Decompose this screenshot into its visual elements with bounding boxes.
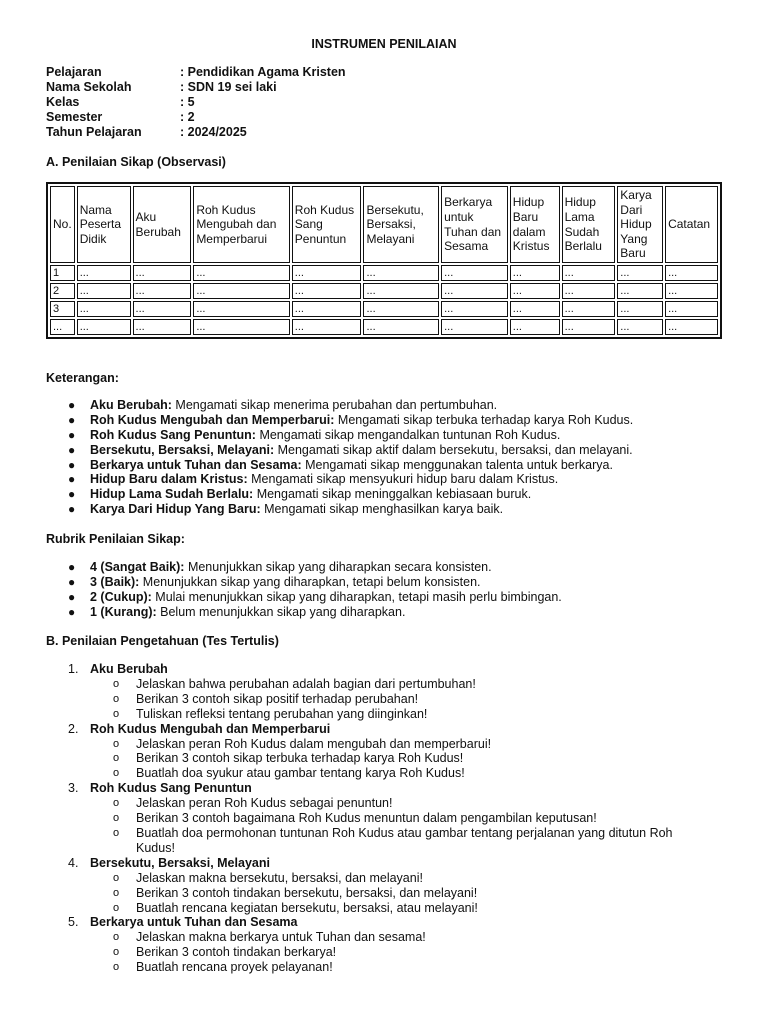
table-row	[50, 319, 718, 335]
table-cell: ...	[510, 319, 560, 335]
bullet-icon: ●	[68, 487, 76, 502]
list-item-term: Karya Dari Hidup Yang Baru:	[90, 502, 261, 517]
list-item-desc: Mengamati sikap menerima perubahan dan pertumbuhan.	[171, 398, 498, 412]
table-cell: ...	[292, 319, 362, 335]
list-item-term: Berkarya untuk Tuhan dan Sesama:	[90, 457, 302, 472]
question-subitem	[90, 737, 696, 752]
bullet-icon: ●	[68, 442, 76, 457]
list-item-desc: Menunjukkan sikap yang diharapkan secara konsisten.	[184, 560, 492, 574]
list-item	[46, 398, 633, 413]
list-item-desc: Mengamati sikap meninggalkan kebiasaan buruk.	[253, 487, 532, 502]
question-subitem	[90, 677, 696, 692]
table-cell: ...	[193, 301, 289, 317]
table-cell: ...	[133, 265, 192, 281]
circle-bullet-icon: o	[113, 797, 120, 810]
meta-key: Nama Sekolah	[46, 80, 132, 94]
document-meta	[46, 65, 346, 140]
bullet-icon: ●	[68, 412, 76, 427]
list-item	[46, 605, 562, 620]
bullet-icon: ●	[68, 560, 76, 574]
table-row	[50, 265, 718, 281]
question-item	[46, 781, 696, 856]
question-subitem-text: Tuliskan refleksi tentang perubahan yang diinginkan!	[136, 706, 428, 721]
table-cell: ...	[363, 283, 439, 299]
table-cell: ...	[77, 301, 131, 317]
table-cell: ...	[133, 301, 192, 317]
list-item-desc: Mengamati sikap terbuka terhadap karya Roh Kudus.	[334, 412, 634, 427]
header-cell: Bersekutu, Bersaksi, Melayani	[363, 186, 439, 263]
meta-row	[46, 110, 346, 125]
question-heading: Aku Berubah	[90, 662, 168, 676]
table-cell: ...	[77, 319, 131, 335]
list-item-term: Roh Kudus Mengubah dan Memperbarui:	[90, 412, 335, 427]
header-cell: Karya Dari Hidup Yang Baru	[617, 186, 663, 263]
table-cell: ...	[292, 283, 362, 299]
list-item	[46, 560, 562, 575]
table-cell: ...	[133, 319, 192, 335]
table-cell: ...	[193, 283, 289, 299]
meta-row	[46, 95, 346, 110]
question-item	[46, 915, 696, 975]
question-subitem-text: Jelaskan peran Roh Kudus dalam mengubah dan memperbarui!	[136, 736, 492, 751]
meta-row	[46, 65, 346, 80]
question-subitem	[90, 826, 696, 856]
table-cell: ...	[562, 283, 616, 299]
table-cell: ...	[363, 265, 439, 281]
question-subitem-text: Buatlah rencana kegiatan bersekutu, bersaksi, atau melayani!	[136, 900, 478, 915]
list-item	[46, 502, 633, 517]
header-cell: Berkarya untuk Tuhan dan Sesama	[441, 186, 508, 263]
header-cell: Roh Kudus Mengubah dan Memperbarui	[193, 186, 289, 263]
list-item-desc: Mengamati sikap mengandalkan tuntunan Roh Kudus.	[255, 427, 561, 442]
table-cell: ...	[193, 319, 289, 335]
list-item-term: 4 (Sangat Baik):	[90, 560, 185, 574]
list-item	[46, 428, 633, 443]
list-item-desc: Belum menunjukkan sikap yang diharapkan.	[156, 604, 406, 619]
circle-bullet-icon: o	[113, 961, 120, 974]
list-item-term: Hidup Lama Sudah Berlalu:	[90, 487, 254, 502]
meta-value: : 5	[180, 95, 195, 109]
circle-bullet-icon: o	[113, 931, 120, 944]
question-subitem	[90, 707, 696, 722]
table-cell: ...	[441, 283, 508, 299]
circle-bullet-icon: o	[113, 767, 120, 780]
question-subitem	[90, 796, 696, 811]
question-subitem	[90, 692, 696, 707]
list-item-desc: Menunjukkan sikap yang diharapkan, tetapi belum konsisten.	[139, 574, 481, 589]
table-cell: ...	[193, 265, 289, 281]
question-subitem	[90, 901, 696, 916]
circle-bullet-icon: o	[113, 752, 120, 765]
bullet-icon: ●	[68, 398, 76, 412]
meta-value: : 2024/2025	[180, 125, 247, 139]
table-cell: ...	[617, 265, 663, 281]
question-subitem	[90, 960, 696, 975]
question-subitems	[90, 737, 696, 782]
question-item	[46, 856, 696, 916]
question-number: 2.	[68, 721, 79, 736]
header-cell: Roh Kudus Sang Penuntun	[292, 186, 362, 263]
list-item-term: 3 (Baik):	[90, 574, 140, 589]
meta-key: Tahun Pelajaran	[46, 125, 142, 139]
question-subitem	[90, 945, 696, 960]
list-item	[46, 487, 633, 502]
question-number: 1.	[68, 662, 79, 676]
header-cell: Aku Berubah	[133, 186, 192, 263]
rubrik-list	[46, 560, 562, 620]
meta-row	[46, 125, 346, 140]
question-subitem-text: Buatlah doa syukur atau gambar tentang karya Roh Kudus!	[136, 766, 465, 781]
bullet-icon: ●	[68, 457, 76, 472]
bullet-icon: ●	[68, 472, 76, 487]
list-item-desc: Mengamati sikap menghasilkan karya baik.	[260, 502, 504, 517]
bullet-icon: ●	[68, 589, 76, 604]
question-subitem-text: Buatlah doa permohonan tuntunan Roh Kudus atau gambar tentang perjalanan yang ditutun Roh Kudus!	[136, 825, 673, 855]
question-list	[46, 662, 696, 975]
section-b-heading: B. Penilaian Pengetahuan (Tes Tertulis)	[46, 634, 279, 648]
bullet-icon: ●	[68, 574, 76, 589]
list-item-desc: Mulai menunjukkan sikap yang diharapkan, tetapi masih perlu bimbingan.	[151, 589, 562, 604]
question-subitem-text: Berikan 3 contoh tindakan berkarya!	[136, 945, 337, 960]
table-cell: ...	[510, 301, 560, 317]
table-cell: 1	[50, 265, 75, 281]
table-cell: ...	[665, 283, 718, 299]
question-subitem-text: Buatlah rencana proyek pelayanan!	[136, 960, 333, 975]
table-cell: ...	[363, 301, 439, 317]
meta-value: : Pendidikan Agama Kristen	[180, 65, 346, 79]
table-cell: ...	[77, 283, 131, 299]
table-cell: ...	[510, 283, 560, 299]
question-subitems	[90, 930, 696, 975]
meta-value: : 2	[180, 110, 195, 124]
table-cell: ...	[363, 319, 439, 335]
question-subitem	[90, 766, 696, 781]
question-subitem-text: Berikan 3 contoh bagaimana Roh Kudus menuntun dalam pengambilan keputusan!	[136, 811, 597, 826]
table-cell: ...	[562, 265, 616, 281]
table-cell: ...	[292, 265, 362, 281]
table-cell: ...	[50, 319, 75, 335]
header-cell: No.	[50, 186, 75, 263]
bullet-icon: ●	[68, 604, 76, 619]
circle-bullet-icon: o	[113, 901, 120, 914]
table-cell: ...	[133, 283, 192, 299]
question-subitem-text: Jelaskan peran Roh Kudus sebagai penuntun!	[136, 796, 393, 811]
circle-bullet-icon: o	[113, 737, 120, 750]
header-cell: Catatan	[665, 186, 718, 263]
list-item	[46, 575, 562, 590]
meta-value: : SDN 19 sei laki	[180, 80, 277, 94]
question-item	[46, 662, 696, 722]
list-item-desc: Mengamati sikap mensyukuri hidup baru dalam Kristus.	[247, 472, 559, 487]
table-cell: ...	[441, 301, 508, 317]
list-item	[46, 472, 633, 487]
bullet-icon: ●	[68, 502, 76, 517]
header-cell: Hidup Lama Sudah Berlalu	[562, 186, 616, 263]
circle-bullet-icon: o	[113, 946, 120, 959]
meta-row	[46, 80, 346, 95]
question-subitems	[90, 796, 696, 856]
table-cell: ...	[441, 265, 508, 281]
table-cell: ...	[510, 265, 560, 281]
table-cell: 2	[50, 283, 75, 299]
meta-key: Pelajaran	[46, 65, 102, 79]
question-heading: Roh Kudus Sang Penuntun	[90, 781, 252, 796]
question-heading: Roh Kudus Mengubah dan Memperbarui	[90, 721, 331, 736]
keterangan-list	[46, 398, 633, 517]
circle-bullet-icon: o	[113, 677, 120, 690]
bullet-icon: ●	[68, 427, 76, 442]
question-subitem	[90, 930, 696, 945]
list-item-term: Hidup Baru dalam Kristus:	[90, 472, 248, 487]
question-heading: Berkarya untuk Tuhan dan Sesama	[90, 915, 298, 930]
table-cell: ...	[665, 319, 718, 335]
circle-bullet-icon: o	[113, 826, 120, 839]
question-number: 4.	[68, 855, 79, 870]
question-subitems	[90, 677, 696, 722]
circle-bullet-icon: o	[113, 886, 120, 899]
meta-key: Kelas	[46, 95, 80, 109]
question-subitem-text: Berikan 3 contoh tindakan bersekutu, bersaksi, dan melayani!	[136, 885, 478, 900]
table-row	[50, 301, 718, 317]
table-cell: ...	[292, 301, 362, 317]
table-cell: 3	[50, 301, 75, 317]
rubrik-heading: Rubrik Penilaian Sikap:	[46, 532, 185, 546]
question-subitem	[90, 886, 696, 901]
circle-bullet-icon: o	[113, 692, 120, 705]
question-subitem-text: Jelaskan bahwa perubahan adalah bagian dari pertumbuhan!	[136, 676, 476, 691]
question-number: 3.	[68, 781, 79, 796]
header-cell: Hidup Baru dalam Kristus	[510, 186, 560, 263]
list-item-term: Bersekutu, Bersaksi, Melayani:	[90, 442, 275, 457]
list-item-term: 2 (Cukup):	[90, 589, 152, 604]
question-subitem-text: Jelaskan makna bersekutu, bersaksi, dan melayani!	[136, 870, 423, 885]
table-cell: ...	[441, 319, 508, 335]
list-item-term: Roh Kudus Sang Penuntun:	[90, 427, 256, 442]
document-title: INSTRUMEN PENILAIAN	[311, 37, 457, 51]
question-heading: Bersekutu, Bersaksi, Melayani	[90, 855, 270, 870]
list-item	[46, 413, 633, 428]
question-subitem	[90, 751, 696, 766]
table-cell: ...	[562, 301, 616, 317]
question-subitem	[90, 811, 696, 826]
table-cell: ...	[665, 265, 718, 281]
list-item	[46, 458, 633, 473]
question-subitem-text: Jelaskan makna berkarya untuk Tuhan dan sesama!	[136, 930, 426, 945]
question-subitem-text: Berikan 3 contoh sikap positif terhadap perubahan!	[136, 691, 419, 706]
question-item	[46, 722, 696, 782]
list-item	[46, 590, 562, 605]
table-row	[50, 283, 718, 299]
list-item-term: Aku Berubah:	[90, 398, 172, 412]
keterangan-heading: Keterangan:	[46, 371, 119, 385]
list-item-term: 1 (Kurang):	[90, 604, 157, 619]
list-item-desc: Mengamati sikap aktif dalam bersekutu, bersaksi, dan melayani.	[274, 442, 633, 457]
table-cell: ...	[617, 283, 663, 299]
question-number: 5.	[68, 915, 79, 930]
question-subitems	[90, 871, 696, 916]
meta-key: Semester	[46, 110, 103, 124]
table-cell: ...	[562, 319, 616, 335]
table-cell: ...	[617, 301, 663, 317]
list-item	[46, 443, 633, 458]
circle-bullet-icon: o	[113, 871, 120, 884]
observation-table	[46, 182, 722, 339]
table-cell: ...	[665, 301, 718, 317]
table-cell: ...	[617, 319, 663, 335]
table-header-row	[50, 186, 718, 263]
list-item-desc: Mengamati sikap menggunakan talenta untuk berkarya.	[301, 457, 613, 472]
header-cell: Nama Peserta Didik	[77, 186, 131, 263]
circle-bullet-icon: o	[113, 707, 120, 720]
question-subitem-text: Berikan 3 contoh sikap terbuka terhadap karya Roh Kudus!	[136, 751, 464, 766]
question-subitem	[90, 871, 696, 886]
table-cell: ...	[77, 265, 131, 281]
section-a-heading: A. Penilaian Sikap (Observasi)	[46, 155, 226, 169]
circle-bullet-icon: o	[113, 812, 120, 825]
